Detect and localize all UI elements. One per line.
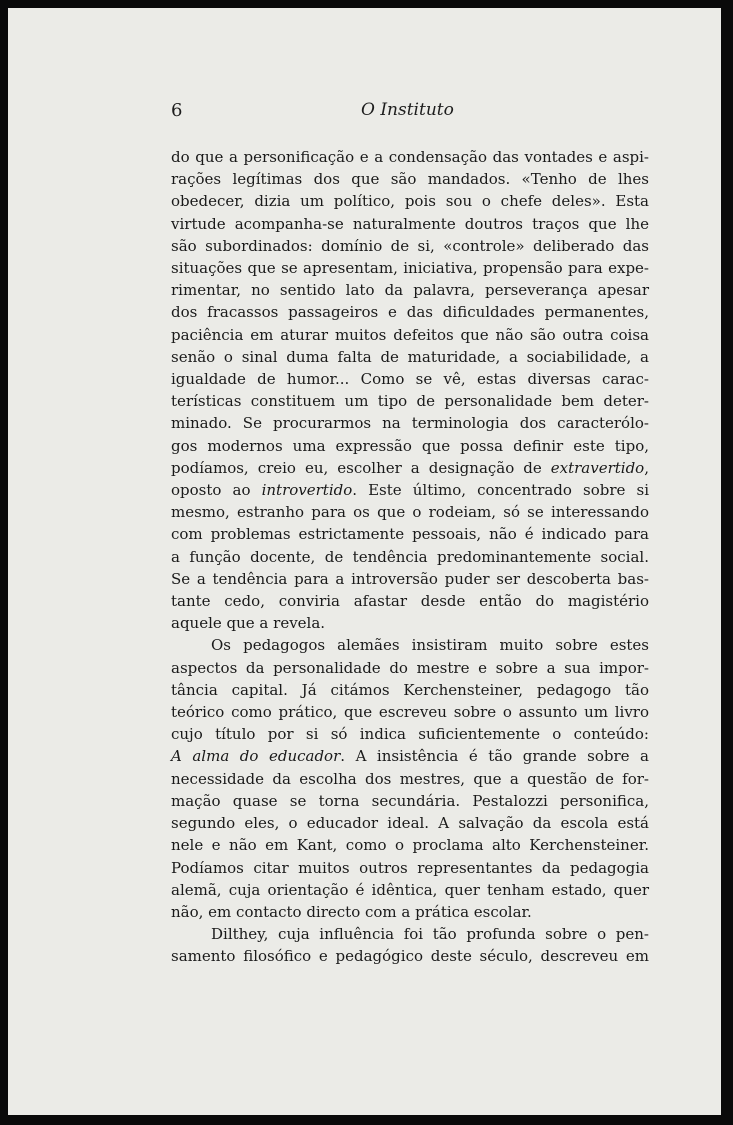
body-text [171, 146, 649, 968]
text-line: dos fracassos passageiros e das dificuldades permanentes, [171, 303, 649, 322]
text-line: rações legítimas dos que são mandados. «Tenho de lhes [171, 170, 649, 189]
text-line: do que a personificação e a condensação das vontades e aspi- [171, 148, 649, 166]
text-segment: . A insistência é tão grande sobre a [340, 747, 650, 766]
page-number: 6 [171, 100, 183, 121]
text-line: são subordinados: domínio de si, «controle» deliberado das [171, 236, 649, 255]
text-line: com problemas estrictamente pessoais, não é indicado para [171, 525, 649, 544]
text-line: nele e não em Kant, como o proclama alto Kerchensteiner. [171, 836, 649, 855]
book-page [8, 8, 721, 1115]
text-line: igualdade de humor... Como se vê, estas diversas carac- [171, 370, 649, 389]
text-line: tante cedo, conviria afastar desde então do magistério [171, 592, 649, 611]
text-line: Se a tendência para a introversão puder ser descoberta bas- [171, 569, 649, 588]
text-line: obedecer, dizia um político, pois sou o chefe deles». Esta [171, 192, 649, 211]
text-line: tância capital. Já citámos Kerchensteiner, pedagogo tão [171, 680, 649, 699]
text-line: segundo eles, o educador ideal. A salvação da escola está [171, 814, 649, 833]
text-segment: . Este último, concentrado sobre si [352, 481, 649, 500]
running-title: O Instituto [361, 100, 454, 120]
italic-term: extravertido [550, 458, 645, 477]
text-line: Dilthey, cuja influência foi tão profunda sobre o pen- [211, 925, 649, 944]
text-line [171, 457, 649, 479]
text-line: não, em contacto directo com a prática escolar. [171, 902, 532, 921]
text-line [171, 479, 649, 501]
text-line: virtude acompanha-se naturalmente doutros traços que lhe [171, 214, 649, 233]
text-segment: , [644, 458, 649, 477]
text-line: necessidade da escolha dos mestres, que a questão de for- [171, 769, 649, 788]
text-line: senão o sinal duma falta de maturidade, a sociabilidade, a [171, 347, 649, 366]
text-line: aquele que a revela. [171, 614, 326, 633]
text-line: mesmo, estranho para os que o rodeiam, só se interessando [171, 503, 649, 522]
italic-term: introvertido [261, 481, 353, 500]
text-line: alemã, cuja orientação é idêntica, quer tenham estado, quer [171, 880, 649, 899]
text-line: teórico como prático, que escreveu sobre o assunto um livro [171, 703, 649, 722]
text-line: a função docente, de tendência predominantemente social. [171, 547, 649, 566]
text-line: mação quase se torna secundária. Pestalozzi personifica, [171, 791, 649, 810]
text-segment: podíamos, creio eu, escolher a designação de [171, 458, 551, 477]
text-segment: oposto ao [171, 481, 262, 500]
text-line: cujo título por si só indica suficientemente o conteúdo: [171, 725, 649, 744]
text-line: minado. Se procurarmos na terminologia dos caracterólo- [171, 414, 649, 433]
italic-term: A alma do educador [171, 747, 341, 766]
text-line: terísticas constituem um tipo de personalidade bem deter- [171, 392, 649, 411]
text-line: Os pedagogos alemães insistiram muito sobre estes [211, 636, 649, 655]
text-line: samento filosófico e pedagógico deste século, descreveu em [171, 947, 649, 966]
text-line: paciência em aturar muitos defeitos que não são outra coisa [171, 325, 649, 344]
text-line: rimentar, no sentido lato da palavra, perseverança apesar [171, 281, 649, 300]
text-line: situações que se apresentam, iniciativa, propensão para expe- [171, 259, 649, 278]
page-header [171, 100, 651, 124]
text-line: Podíamos citar muitos outros representantes da pedagogia [171, 858, 649, 877]
text-line: gos modernos uma expressão que possa definir este tipo, [171, 436, 649, 455]
text-line [171, 745, 649, 767]
text-line: aspectos da personalidade do mestre e sobre a sua impor- [171, 658, 649, 677]
